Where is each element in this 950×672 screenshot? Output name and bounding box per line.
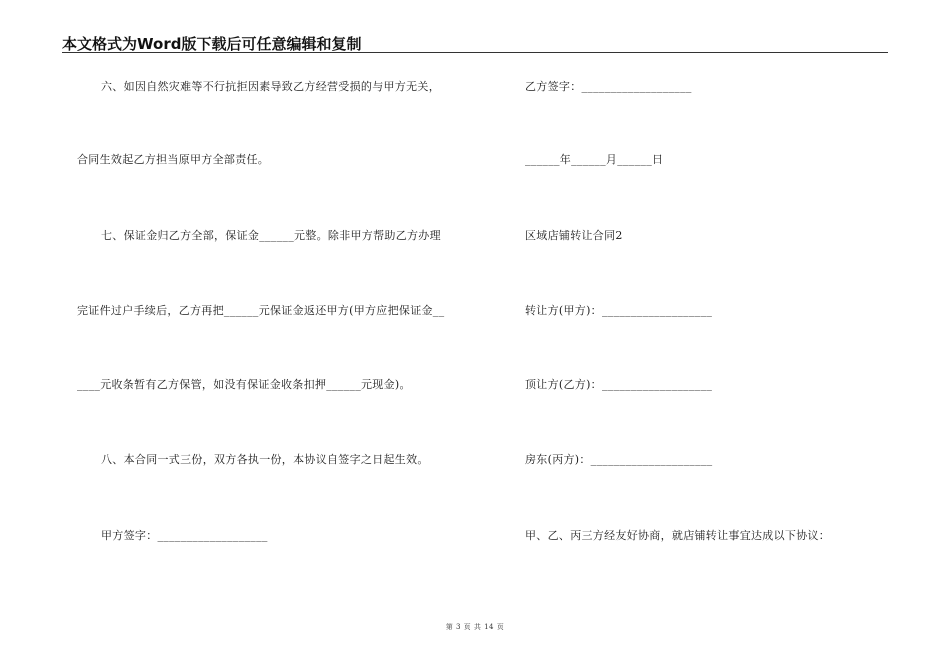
clause-six-line2: 合同生效起乙方担当原甲方全部责任。 xyxy=(77,153,270,166)
party-b-signature: 乙方签字：___________________ xyxy=(525,80,692,93)
transferor-field: 转让方(甲方)：___________________ xyxy=(525,304,713,317)
contract-title: 区域店铺转让合同2 xyxy=(525,229,623,242)
clause-eight-line: 八、本合同一式三份，双方各执一份，本协议自签字之日起生效。 xyxy=(101,453,429,466)
clause-seven-line3: ____元收条暂有乙方保管，如没有保证金收条扣押______元现金)。 xyxy=(77,378,411,391)
header-divider xyxy=(62,52,888,53)
clause-seven-line2: 完证件过户手续后，乙方再把______元保证金返还甲方(甲方应把保证金__ xyxy=(77,304,445,317)
agreement-intro: 甲、乙、丙三方经友好协商，就店铺转让事宜达成以下协议： xyxy=(525,529,831,542)
landlord-field: 房东(丙方)：_____________________ xyxy=(525,453,713,466)
clause-six-line1: 六、如因自然灾难等不行抗拒因素导致乙方经营受损的与甲方无关， xyxy=(101,80,440,93)
document-header-title: 本文格式为Word版下载后可任意编辑和复制 xyxy=(62,35,362,53)
transferee-field: 顶让方(乙方)：___________________ xyxy=(525,378,713,391)
page-number: 第 3 页 共 14 页 xyxy=(445,623,505,631)
signing-date: ______年______月______日 xyxy=(525,153,664,166)
party-a-signature: 甲方签字：___________________ xyxy=(101,529,268,542)
clause-seven-line1: 七、保证金归乙方全部，保证金______元整。除非甲方帮助乙方办理 xyxy=(101,229,441,242)
